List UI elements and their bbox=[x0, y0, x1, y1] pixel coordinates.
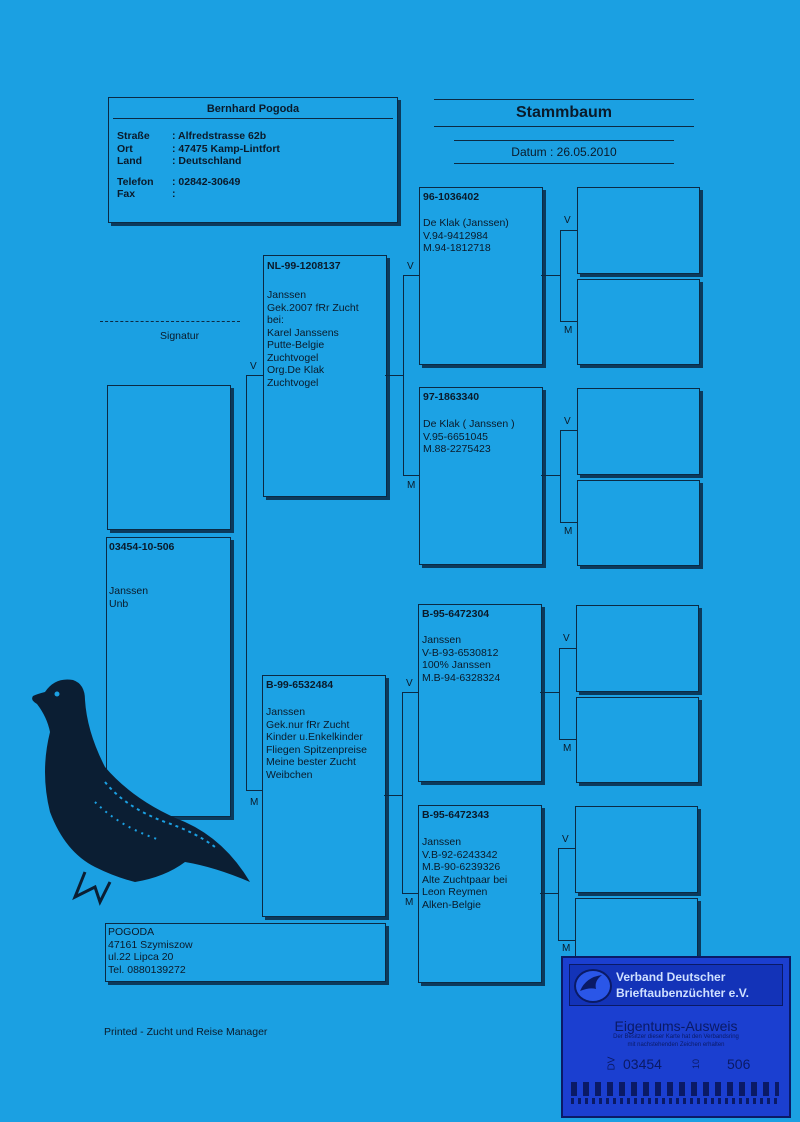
connector bbox=[559, 739, 576, 740]
sire-lines bbox=[267, 289, 359, 389]
label-v: V bbox=[564, 416, 571, 427]
label-m: M bbox=[250, 797, 259, 808]
gp4-box bbox=[418, 805, 542, 983]
gp2-lines bbox=[423, 418, 515, 456]
label-m: M bbox=[407, 480, 416, 491]
gp3-line: M.B-94-6328324 bbox=[422, 671, 501, 684]
sire-box bbox=[263, 255, 387, 497]
signature-line bbox=[100, 321, 240, 322]
sire-line: bei: bbox=[267, 314, 284, 326]
main-bird-line-2: Unb bbox=[109, 598, 129, 610]
gp4-line: V.B-92-6243342 bbox=[422, 848, 498, 861]
pigeon-image bbox=[25, 672, 260, 912]
field-fax: Fax : bbox=[117, 188, 176, 200]
label-m: M bbox=[564, 526, 573, 537]
gp4-line: Janssen bbox=[422, 836, 462, 848]
card-num: 03454 bbox=[623, 1056, 662, 1072]
gp2-line: M.88-2275423 bbox=[423, 443, 491, 455]
connector bbox=[560, 230, 561, 321]
dam-line: Weibchen bbox=[266, 768, 313, 781]
ggp-box-3 bbox=[577, 388, 700, 475]
card-border-pattern bbox=[571, 1082, 779, 1096]
card-title: Eigentums-Ausweis bbox=[614, 1018, 738, 1034]
gp1-line: De Klak (Janssen) bbox=[423, 217, 509, 229]
signature-label: Signatur bbox=[160, 330, 200, 342]
ggp-box-6 bbox=[576, 697, 699, 783]
gp1-line: V.94-9412984 bbox=[423, 229, 489, 242]
gp2-line: V.95-6651045 bbox=[423, 430, 489, 443]
breeder-rule bbox=[113, 118, 393, 119]
label-m: M bbox=[564, 325, 573, 336]
page-title: Stammbaum bbox=[515, 104, 613, 121]
field-telefon: Telefon : 02842-30649 bbox=[117, 175, 241, 188]
dam-line: Fliegen Spitzenpreise bbox=[266, 743, 367, 756]
connector bbox=[540, 893, 558, 894]
breeder-box bbox=[108, 97, 398, 223]
connector bbox=[558, 848, 559, 940]
dam-line: Gek.nur fRr Zucht bbox=[266, 718, 350, 731]
gp3-line: V-B-93-6530812 bbox=[422, 646, 499, 659]
connector bbox=[559, 648, 560, 739]
pigeon-logo-icon bbox=[576, 971, 606, 997]
dam-ring: B-99-6532484 bbox=[266, 679, 334, 691]
owner-lines bbox=[108, 926, 193, 976]
connector bbox=[403, 475, 419, 476]
sire-line: Org.De Klak bbox=[267, 364, 325, 376]
dam-line: Janssen bbox=[266, 706, 306, 718]
sire-line: Janssen bbox=[267, 289, 307, 301]
label-v: V bbox=[250, 361, 257, 372]
gp1-line: M.94-1812718 bbox=[423, 242, 491, 254]
label-v: V bbox=[406, 678, 413, 689]
card-border-pattern-2 bbox=[571, 1098, 779, 1104]
gp4-lines bbox=[422, 836, 507, 911]
connector bbox=[385, 375, 403, 376]
gp3-line: Janssen bbox=[422, 634, 462, 646]
dam-box bbox=[262, 675, 386, 917]
connector bbox=[403, 275, 404, 475]
ggp-box-4 bbox=[577, 480, 700, 566]
breeder-name: Bernhard Pogoda bbox=[206, 103, 300, 115]
ownership-card bbox=[561, 956, 791, 1118]
field-ort: Ort : 47475 Kamp-Lintfort bbox=[117, 142, 280, 155]
date-rule-bottom bbox=[454, 163, 674, 164]
footer-text: Printed - Zucht und Reise Manager bbox=[104, 1026, 268, 1038]
owner-line: ul.22 Lipca 20 bbox=[108, 951, 174, 963]
label-v: V bbox=[564, 215, 571, 226]
gp1-lines bbox=[423, 217, 509, 255]
owner-line: Tel. 0880139272 bbox=[108, 963, 186, 976]
field-land: Land : Deutschland bbox=[117, 155, 242, 167]
connector bbox=[402, 692, 403, 893]
card-year: 10 bbox=[691, 1058, 702, 1070]
card-org-line1: Verband Deutscher bbox=[616, 970, 726, 984]
gp4-line: Alte Zuchtpaar bei bbox=[422, 873, 508, 886]
connector bbox=[559, 648, 576, 649]
card-sub1: Der Besitzer dieser Karte hat den Verbandsring bbox=[613, 1034, 739, 1040]
gp2-line: De Klak ( Janssen ) bbox=[423, 418, 515, 430]
field-strasse: Straße : Alfredstrasse 62b bbox=[117, 130, 267, 142]
gp4-ring: B-95-6472343 bbox=[422, 809, 490, 821]
gp3-box bbox=[418, 604, 542, 782]
connector bbox=[558, 940, 575, 941]
gp4-line: Leon Reymen bbox=[422, 886, 488, 898]
connector bbox=[560, 230, 577, 231]
gp4-line: Alken-Belgie bbox=[422, 898, 481, 911]
ggp-box-5 bbox=[576, 605, 699, 692]
sire-line: Putte-Belgie bbox=[267, 339, 325, 351]
gp3-ring: B-95-6472304 bbox=[422, 608, 490, 620]
connector bbox=[558, 848, 575, 849]
connector bbox=[402, 692, 418, 693]
breeder-fields bbox=[117, 130, 280, 201]
ggp-box-8 bbox=[575, 898, 698, 962]
title-rule-bottom bbox=[434, 126, 694, 127]
sire-line: Zuchtvogel bbox=[267, 376, 319, 389]
gp1-box bbox=[419, 187, 543, 365]
date-rule-top bbox=[454, 140, 674, 141]
sire-line: Gek.2007 fRr Zucht bbox=[267, 301, 359, 314]
gp3-line: 100% Janssen bbox=[422, 659, 491, 671]
gp3-lines bbox=[422, 634, 500, 684]
ggp-box-2 bbox=[577, 279, 700, 365]
connector bbox=[403, 275, 419, 276]
dam-line: Kinder u.Enkelkinder bbox=[266, 731, 363, 743]
card-org-line2: Brieftaubenzüchter e.V. bbox=[616, 986, 749, 1000]
dam-lines bbox=[266, 706, 367, 781]
card-ring: 506 bbox=[727, 1056, 751, 1072]
gp1-ring: 96-1036402 bbox=[423, 191, 480, 203]
connector bbox=[540, 692, 559, 693]
owner-line: POGODA bbox=[108, 926, 155, 938]
connector bbox=[541, 275, 560, 276]
owner-line: 47161 Szymiszow bbox=[108, 938, 193, 951]
pedigree-date: Datum : 26.05.2010 bbox=[511, 145, 617, 159]
connector bbox=[560, 430, 561, 522]
connector bbox=[560, 430, 577, 431]
connector bbox=[560, 321, 577, 322]
main-bird-line-1: Janssen bbox=[109, 585, 149, 597]
connector bbox=[541, 475, 560, 476]
dam-line: Meine bester Zucht bbox=[266, 756, 356, 768]
card-header bbox=[569, 964, 783, 1006]
sire-ring: NL-99-1208137 bbox=[267, 260, 341, 272]
label-v: V bbox=[563, 633, 570, 644]
owner-box bbox=[105, 923, 386, 982]
card-sub2: mit nachstehenden Zeichen erhalten bbox=[627, 1042, 725, 1048]
main-bird-ring: 03454-10-506 bbox=[109, 541, 175, 553]
connector bbox=[246, 375, 263, 376]
sire-line: Zuchtvogel bbox=[267, 351, 319, 364]
label-m: M bbox=[562, 943, 571, 954]
gp2-box bbox=[419, 387, 543, 565]
gp2-ring: 97-1863340 bbox=[423, 391, 480, 403]
connector bbox=[560, 522, 577, 523]
ggp-box-7 bbox=[575, 806, 698, 893]
label-m: M bbox=[563, 743, 572, 754]
card-logo bbox=[574, 969, 612, 1003]
connector bbox=[384, 795, 402, 796]
label-v: V bbox=[562, 834, 569, 845]
label-v: V bbox=[407, 261, 414, 272]
card-dv: DV bbox=[606, 1056, 618, 1071]
connector bbox=[402, 893, 418, 894]
photo-box bbox=[107, 385, 231, 530]
label-m: M bbox=[405, 897, 414, 908]
sire-line: Karel Janssens bbox=[267, 326, 339, 339]
gp4-line: M.B-90-6239326 bbox=[422, 861, 501, 873]
ggp-box-1 bbox=[577, 187, 700, 274]
title-rule-top bbox=[434, 99, 694, 100]
